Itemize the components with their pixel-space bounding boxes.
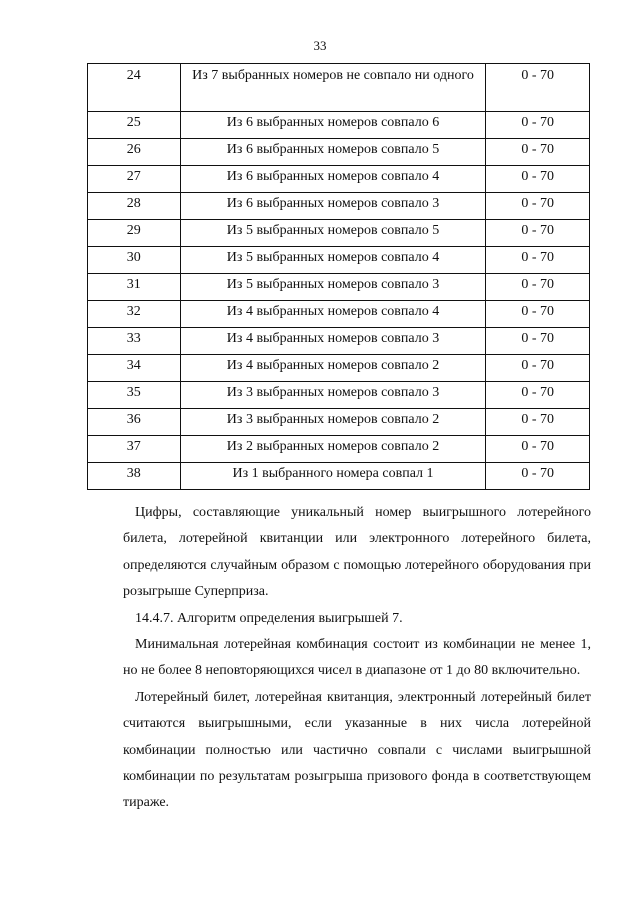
row-number: 25: [88, 112, 181, 139]
table-row: [88, 166, 590, 193]
row-number: 31: [88, 274, 181, 301]
table-row: [88, 463, 590, 490]
row-description: Из 3 выбранных номеров совпало 2: [180, 409, 486, 436]
paragraph-winning-tickets: Лотерейный билет, лотерейная квитанция, электронный лотерейный билет считаются выигрышными, если указанные в них числа лотерейной комбинации полностью или частично совпали с числами выигрышной комбинации по результатам розыгрыша призового фонда в соответствующем тираже.: [123, 689, 591, 811]
row-range: 0 - 70: [486, 139, 590, 166]
table-row: [88, 247, 590, 274]
row-range: 0 - 70: [486, 382, 590, 409]
row-range: 0 - 70: [486, 301, 590, 328]
table-row: [88, 112, 590, 139]
row-description: Из 5 выбранных номеров совпало 3: [180, 274, 486, 301]
row-number: 30: [88, 247, 181, 274]
page-number: 33: [313, 38, 327, 53]
table-row: [88, 274, 590, 301]
row-range: 0 - 70: [486, 193, 590, 220]
row-range: 0 - 70: [486, 112, 590, 139]
table-row: [88, 301, 590, 328]
row-range: 0 - 70: [486, 220, 590, 247]
row-description: Из 5 выбранных номеров совпало 4: [180, 247, 486, 274]
row-number: 24: [88, 64, 181, 112]
row-number: 36: [88, 409, 181, 436]
row-range: 0 - 70: [486, 64, 590, 112]
row-number: 35: [88, 382, 181, 409]
row-number: 27: [88, 166, 181, 193]
row-description: Из 4 выбранных номеров совпало 3: [180, 328, 486, 355]
body-text: [123, 500, 591, 817]
table-row: [88, 355, 590, 382]
table-row: [88, 409, 590, 436]
prize-table-body: [88, 64, 590, 490]
row-number: 28: [88, 193, 181, 220]
row-number: 38: [88, 463, 181, 490]
paragraph-superprize: Цифры, составляющие уникальный номер выигрышного лотерейного билета, лотерейной квитанции или электронного лотерейного билета, определяются случайным образом с помощью лотерейного оборудования при розыгрыше Суперприза.: [123, 505, 591, 600]
row-description: Из 6 выбранных номеров совпало 5: [180, 139, 486, 166]
row-number: 34: [88, 355, 181, 382]
row-range: 0 - 70: [486, 463, 590, 490]
row-range: 0 - 70: [486, 409, 590, 436]
row-description: Из 6 выбранных номеров совпало 4: [180, 166, 486, 193]
row-number: 32: [88, 301, 181, 328]
table-row: [88, 328, 590, 355]
row-range: 0 - 70: [486, 436, 590, 463]
row-description: Из 1 выбранного номера совпал 1: [180, 463, 486, 490]
row-number: 37: [88, 436, 181, 463]
section-heading-14-4-7: 14.4.7. Алгоритм определения выигрышей 7.: [135, 610, 403, 626]
table-row: [88, 220, 590, 247]
row-range: 0 - 70: [486, 247, 590, 274]
row-number: 26: [88, 139, 181, 166]
table-row: [88, 64, 590, 112]
row-description: Из 7 выбранных номеров не совпало ни одного: [180, 64, 486, 112]
prize-table: [87, 63, 590, 490]
row-description: Из 6 выбранных номеров совпало 6: [180, 112, 486, 139]
row-description: Из 2 выбранных номеров совпало 2: [180, 436, 486, 463]
paragraph-min-combination: Минимальная лотерейная комбинация состоит из комбинации не менее 1, но не более 8 неповторяющихся чисел в диапазоне от 1 до 80 включительно.: [123, 637, 591, 679]
row-description: Из 5 выбранных номеров совпало 5: [180, 220, 486, 247]
row-number: 33: [88, 328, 181, 355]
row-description: Из 4 выбранных номеров совпало 4: [180, 301, 486, 328]
row-description: Из 3 выбранных номеров совпало 3: [180, 382, 486, 409]
row-range: 0 - 70: [486, 355, 590, 382]
row-number: 29: [88, 220, 181, 247]
table-row: [88, 193, 590, 220]
row-range: 0 - 70: [486, 166, 590, 193]
row-description: Из 6 выбранных номеров совпало 3: [180, 193, 486, 220]
table-row: [88, 436, 590, 463]
row-description: Из 4 выбранных номеров совпало 2: [180, 355, 486, 382]
row-range: 0 - 70: [486, 274, 590, 301]
table-row: [88, 382, 590, 409]
row-range: 0 - 70: [486, 328, 590, 355]
table-row: [88, 139, 590, 166]
